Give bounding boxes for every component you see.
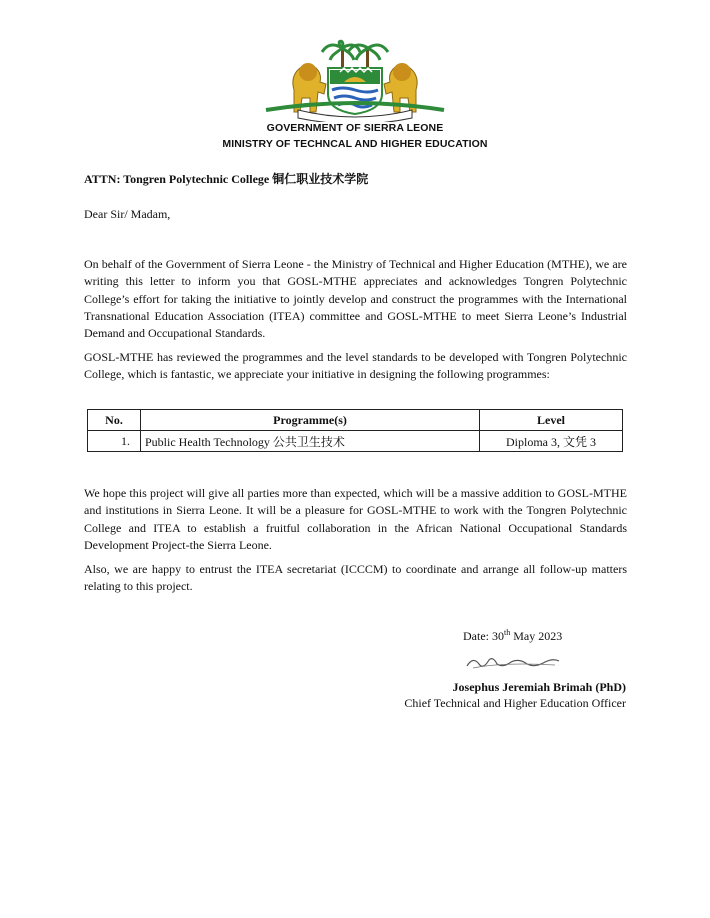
- paragraph-intro: On behalf of the Government of Sierra Leone - the Ministry of Technical and Higher Education (MTHE), we are writing this letter to inform you that GOSL-MTHE appreciates and acknowledges Tongren Polytechnic College’s effort for taking the initiative to jointly develop and construct the programmes with the International Transnational Education Association (ITEA) committee and GOSL-MTHE to meet Sierra Leone’s Industrial Demand and Occupational Standards.: [84, 257, 627, 341]
- date-rest: May 2023: [510, 629, 563, 643]
- sierra-leone-coat-of-arms: [258, 38, 452, 122]
- government-heading: GOVERNMENT OF SIERRA LEONE: [266, 122, 444, 134]
- ministry-heading: MINISTRY OF TECHNCAL AND HIGHER EDUCATION: [222, 138, 488, 150]
- header-programme: Programme(s): [141, 410, 480, 431]
- paragraph-entrust: Also, we are happy to entrust the ITEA secretariat (ICCCM) to coordinate and arrange all follow-up matters relating to this project.: [84, 562, 627, 594]
- signer-name: Josephus Jeremiah Brimah (PhD): [452, 680, 626, 694]
- table-row: [88, 431, 623, 452]
- salutation: Dear Sir/ Madam,: [84, 207, 171, 221]
- table-header-row: [88, 410, 623, 431]
- paragraph-hope: We hope this project will give all parties more than expected, which will be a massive addition to GOSL-MTHE and institutions in Sierra Leone. It will be a pleasure for GOSL-MTHE to work with the Tongren Polytechnic College and ITEA to establish a fruitful collaboration in the African National Occupational Standards Development Project-the Sierra Leone.: [84, 486, 627, 552]
- row-number: 1.: [88, 431, 141, 452]
- paragraph-review: GOSL-MTHE has reviewed the programmes and the level standards to be developed with Tongren Polytechnic College, which is fantastic, we appreciate your initiative in designing the following programmes:: [84, 350, 627, 382]
- signer-title: Chief Technical and Higher Education Officer: [404, 696, 626, 710]
- handwritten-signature: [463, 652, 563, 672]
- date-ordinal: th: [504, 628, 511, 637]
- attention-line: ATTN: Tongren Polytechnic College 铜仁职业技术学院: [84, 172, 369, 186]
- header-level: Level: [480, 410, 623, 431]
- row-programme: Public Health Technology 公共卫生技术: [141, 431, 480, 452]
- letter-date: [463, 628, 562, 644]
- header-no: No.: [88, 410, 141, 431]
- shield: [328, 68, 382, 114]
- programme-table: [87, 409, 623, 452]
- date-prefix: Date: 30: [463, 629, 504, 643]
- row-level: Diploma 3, 文凭 3: [480, 431, 623, 452]
